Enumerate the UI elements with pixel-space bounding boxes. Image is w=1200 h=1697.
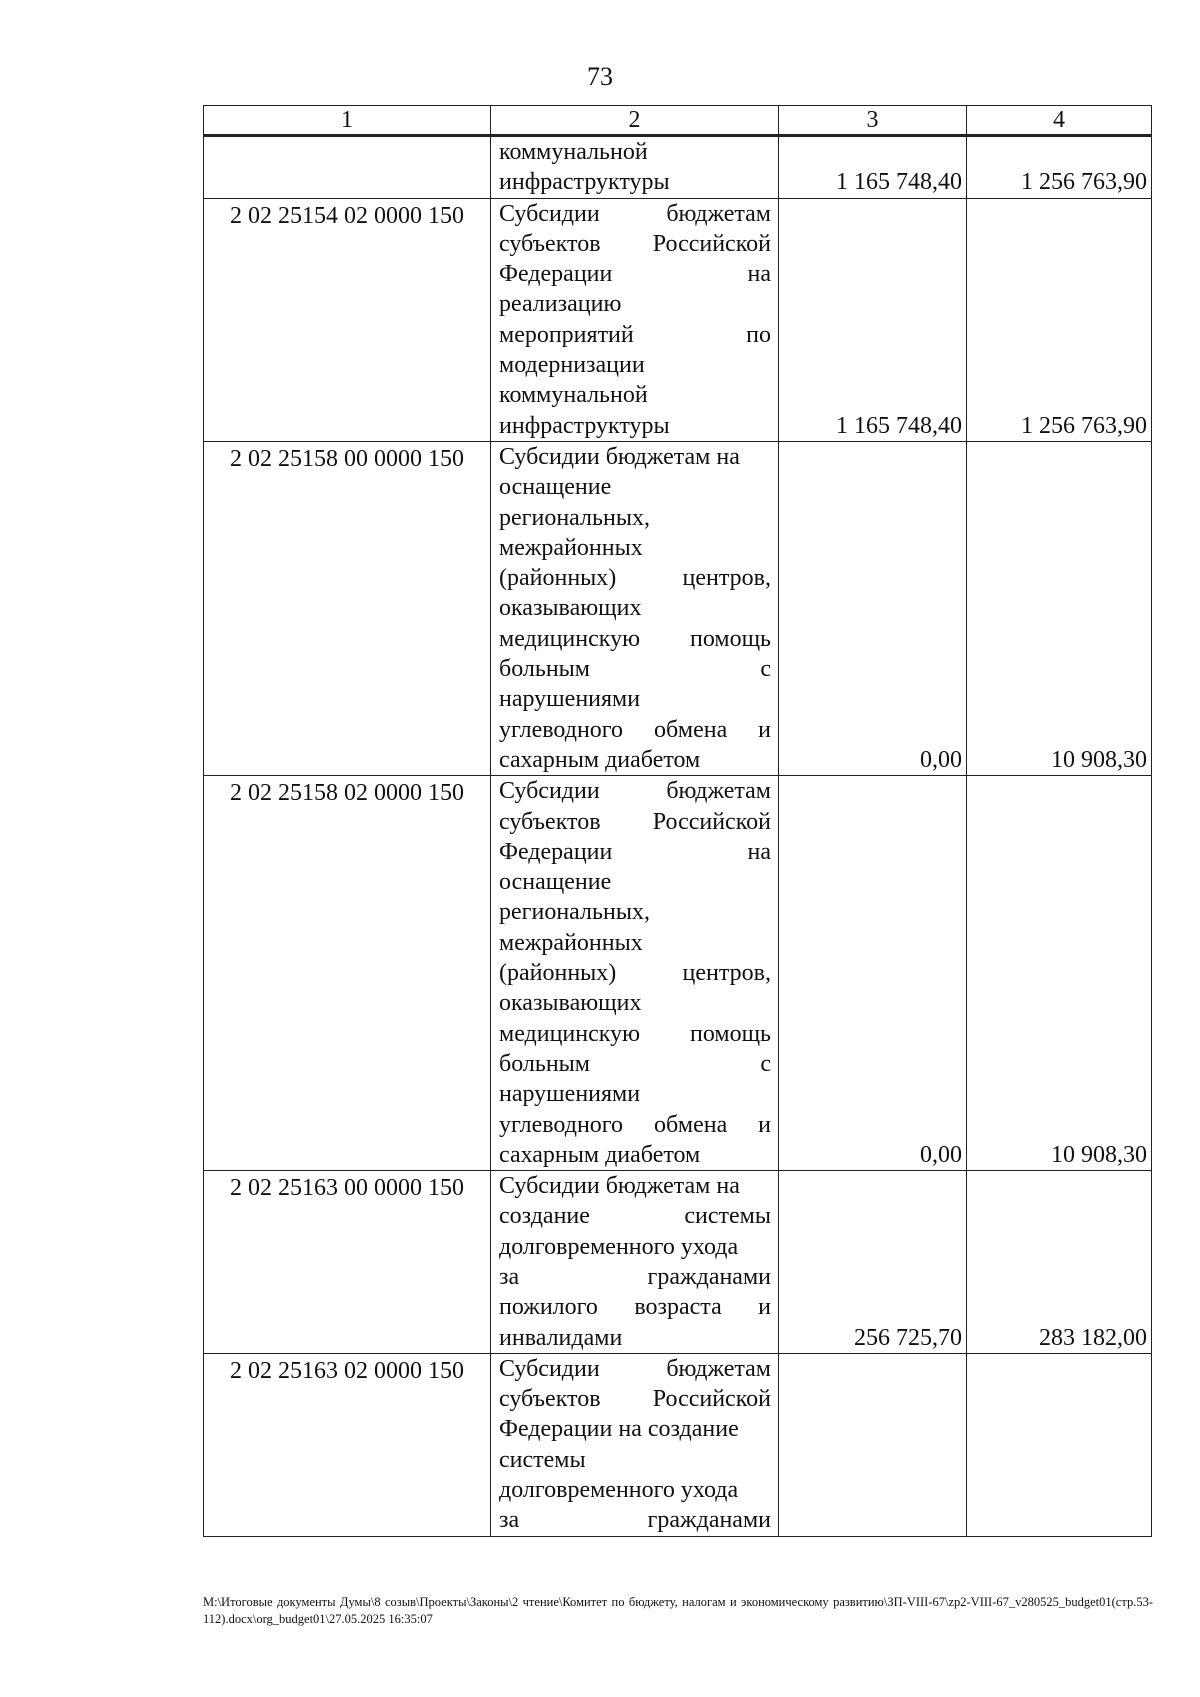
description-line: медицинскую помощь (499, 1020, 771, 1047)
description-line: субъектов Российской (499, 230, 771, 257)
table-row (204, 136, 1152, 199)
description-line: Федерации на создание (499, 1416, 739, 1443)
description-line: сахарным диабетом (499, 746, 701, 773)
description-line: Субсидии бюджетам на (499, 443, 740, 470)
amount-col3-cell: 1 165 748,40 (779, 198, 967, 441)
table-row (204, 441, 1152, 775)
table-row (204, 776, 1152, 1171)
description-line: долговременного ухода (499, 1477, 739, 1504)
description-line: нарушениями (499, 686, 641, 713)
amount-col3-cell: 256 725,70 (779, 1171, 967, 1354)
amount-col3-cell (779, 1353, 967, 1536)
budget-code-cell: 2 02 25158 00 0000 150 (204, 441, 491, 775)
description-cell (491, 441, 779, 775)
description-line: инфраструктуры (499, 412, 670, 439)
description-line: региональных, (499, 504, 650, 531)
description-cell (491, 198, 779, 441)
description-line: субъектов Российской (499, 1386, 771, 1413)
description-line: реализацию (499, 291, 622, 318)
description-line: Субсидии бюджетам на (499, 1173, 740, 1200)
description-line: оказывающих (499, 990, 642, 1017)
amount-col3-cell: 0,00 (779, 776, 967, 1171)
description-line: субъектов Российской (499, 808, 771, 835)
page-number: 73 (587, 62, 613, 91)
header-col-4: 4 (967, 106, 1152, 136)
description-line: модернизации (499, 352, 645, 379)
header-col-1: 1 (204, 106, 491, 136)
description-line: коммунальной (499, 382, 648, 409)
budget-code-cell (204, 136, 491, 199)
amount-col4-cell: 10 908,30 (967, 441, 1152, 775)
budget-code-cell: 2 02 25163 02 0000 150 (204, 1353, 491, 1536)
description-line: мероприятий по (499, 321, 771, 348)
description-line: коммунальной (499, 139, 648, 165)
budget-code-cell: 2 02 25154 02 0000 150 (204, 198, 491, 441)
description-line: региональных, (499, 899, 650, 926)
budget-code-cell: 2 02 25163 00 0000 150 (204, 1171, 491, 1354)
description-line: оснащение (499, 474, 612, 501)
table-row (204, 1353, 1152, 1536)
description-line: сахарным диабетом (499, 1141, 701, 1168)
description-line: инвалидами (499, 1324, 623, 1351)
amount-col3-cell: 0,00 (779, 441, 967, 775)
table-body (204, 136, 1152, 1537)
amount-col4-cell: 1 256 763,90 (967, 198, 1152, 441)
description-line: оснащение (499, 869, 612, 896)
table-row (204, 1171, 1152, 1354)
description-line: нарушениями (499, 1081, 641, 1108)
description-line: Федерации на (499, 838, 771, 865)
amount-col4-cell: 10 908,30 (967, 776, 1152, 1171)
description-line: больным с (499, 1050, 771, 1077)
description-cell (491, 136, 779, 199)
description-cell (491, 776, 779, 1171)
description-line: инфраструктуры (499, 169, 670, 196)
amount-col4-cell: 1 256 763,90 (967, 136, 1152, 199)
header-col-2: 2 (491, 106, 779, 136)
description-line: (районных) центров, (499, 565, 771, 592)
amount-col4-cell (967, 1353, 1152, 1536)
description-line: оказывающих (499, 595, 642, 622)
description-cell (491, 1171, 779, 1354)
description-line: долговременного ухода (499, 1233, 739, 1260)
description-line: пожилого возраста и (499, 1294, 771, 1321)
description-line: межрайонных (499, 534, 643, 561)
description-line: (районных) центров, (499, 960, 771, 987)
description-line: углеводного обмена и (499, 716, 771, 743)
description-line: Субсидии бюджетам (499, 1355, 771, 1382)
description-line: Федерации на (499, 261, 771, 288)
description-line: больным с (499, 656, 771, 683)
description-line: за гражданами (499, 1263, 771, 1290)
budget-table (203, 105, 1152, 1537)
header-row (204, 106, 1152, 136)
description-line: Субсидии бюджетам (499, 778, 771, 805)
footer-file-path: M:\Итоговые документы Думы\8 созыв\Проекты\Законы\2 чтение\Комитет по бюджету, налогам и экономическому развитию\ЗП-VIII-67\zp2-VIII-67_v280525_budget01(стр.53-112).docx\org_budget01\27.05.2025 16:35:07 (203, 1595, 1153, 1626)
description-line: межрайонных (499, 929, 643, 956)
table-header (204, 106, 1152, 136)
budget-code-cell: 2 02 25158 02 0000 150 (204, 776, 491, 1171)
table-row (204, 198, 1152, 441)
description-line: за гражданами (499, 1507, 771, 1534)
description-line: создание системы (499, 1203, 771, 1230)
header-col-3: 3 (779, 106, 967, 136)
amount-col4-cell: 283 182,00 (967, 1171, 1152, 1354)
description-line: углеводного обмена и (499, 1111, 771, 1138)
amount-col3-cell: 1 165 748,40 (779, 136, 967, 199)
description-line: системы (499, 1446, 586, 1473)
description-line: медицинскую помощь (499, 625, 771, 652)
description-line: Субсидии бюджетам (499, 200, 771, 227)
description-cell (491, 1353, 779, 1536)
